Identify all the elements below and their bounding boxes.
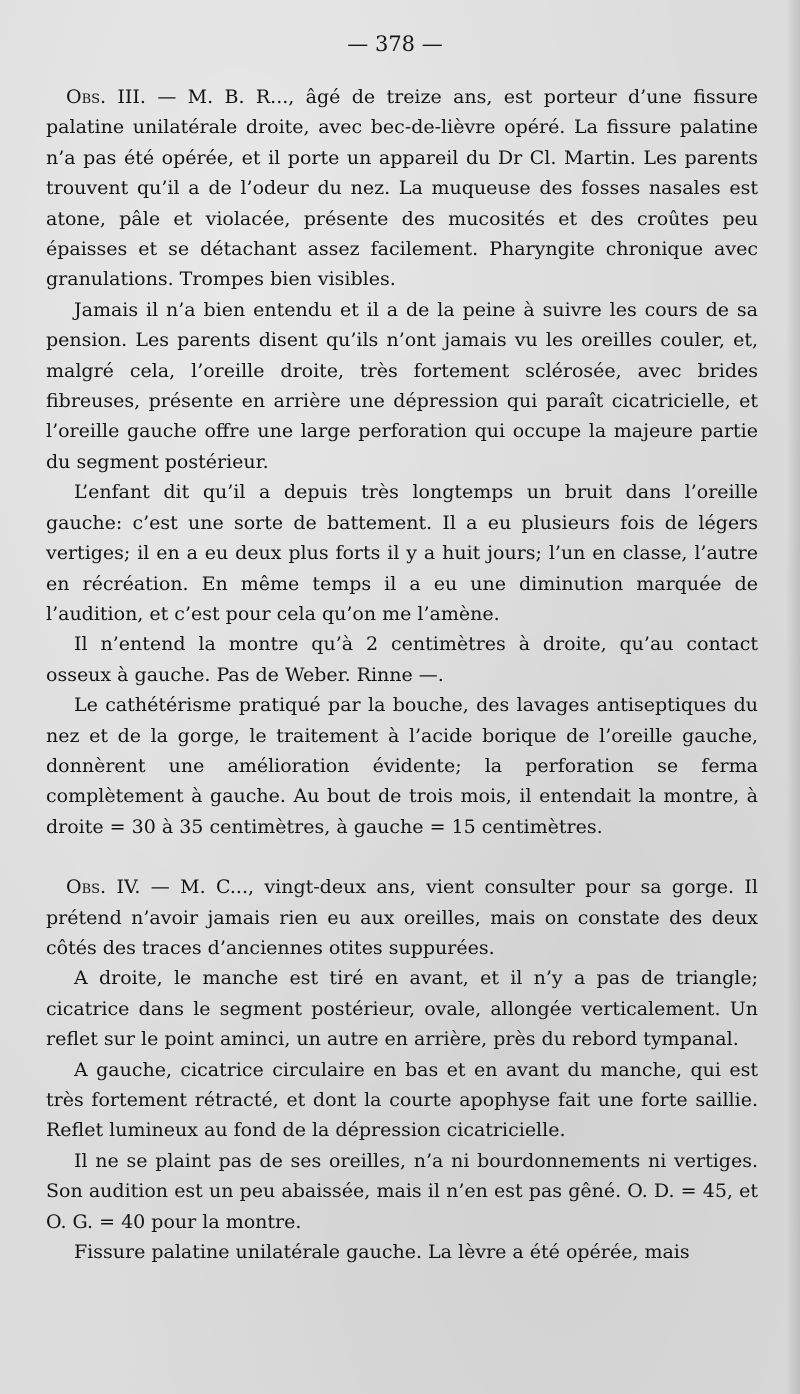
obs4-paragraph-5: Fissure palatine unilatérale gauche. La lèvre a été opérée, mais xyxy=(74,1241,690,1264)
obs3-label: Obs. III. xyxy=(66,86,146,108)
obs3-paragraph-2: Jamais il n’a bien entendu et il a de la peine à suivre les cours de sa pension. Les parents disent qu’ils n’ont jamais vu les oreilles couler, et, malgré cela, l’oreille droite, très fortement sclérosée, avec brides fibreuses, présente en arrière une dépression qui paraît cicatricielle, et l’oreille gauche offre une large perforation qui occupe la majeure partie du segment postérieur. xyxy=(46,298,758,473)
obs4-paragraph-1 xyxy=(46,872,758,963)
obs3-paragraph-3: L’enfant dit qu’il a depuis très longtemps un bruit dans l’oreille gauche: c’est une sorte de battement. Il a eu plusieurs fois de légers vertiges; il en a eu deux plus forts il y a huit jours; l’un en classe, l’autre en récréation. En même temps il a eu une diminution marquée de l’audition, et c’est pour cela qu’on me l’amène. xyxy=(46,481,758,625)
obs3-paragraph-1 xyxy=(46,82,758,295)
obs3-paragraph-4: Il n’entend la montre qu’à 2 centimètres à droite, qu’au contact osseux à gauche. Pas de Weber. Rinne —. xyxy=(46,633,758,686)
obs4-paragraph-3: A gauche, cicatrice circulaire en bas et en avant du manche, qui est très fortement rétracté, et dont la courte apophyse fait une forte saillie. Reflet lumineux au fond de la dépression cicatricielle. xyxy=(46,1058,758,1142)
obs3-lead-text: — M. B. R..., âgé de treize ans, est porteur d’une fissure palatine unilatérale droite, avec bec-de-lièvre opéré. La fissure palatine n’a pas été opérée, et il porte un appareil du Dr Cl. Martin. Les parents trouvent qu’il a de l’odeur du nez. La muqueuse des fosses nasales est atone, pâle et violacée, présente des mucosités et des croûtes peu épaisses et se détachant assez facilement. Pharyngite chronique avec granulations. Trompes bien visibles. xyxy=(46,86,758,291)
obs4-paragraph-4: Il ne se plaint pas de ses oreilles, n’a ni bourdonnements ni vertiges. Son audition est un peu abaissée, mais il n’en est pas gêné. O. D. = 45, et O. G. = 40 pour la montre. xyxy=(46,1149,758,1233)
obs3-paragraph-5: Le cathétérisme pratiqué par la bouche, des lavages antiseptiques du nez et de la gorge, le traitement à l’acide borique de l’oreille gauche, donnèrent une amélioration évidente; la perforation se ferma complètement à gauche. Au bout de trois mois, il entendait la montre, à droite = 30 à 35 centimètres, à gauche = 15 centimètres. xyxy=(46,694,758,838)
page-edge-shadow xyxy=(786,0,800,1394)
body-text xyxy=(46,82,758,1267)
obs4-paragraph-2: A droite, le manche est tiré en avant, et il n’y a pas de triangle; cicatrice dans le segment postérieur, ovale, allongée verticalement. Un reflet sur le point aminci, un autre en arrière, près du rebord tympanal. xyxy=(46,967,758,1051)
obs4-lead-text: — M. C..., vingt-deux ans, vient consulter pour sa gorge. Il prétend n’avoir jamais rien eu aux oreilles, mais on constate des deux côtés des traces d’anciennes otites suppurées. xyxy=(46,876,758,959)
page-number: — 378 — xyxy=(347,32,443,56)
obs4-label: Obs. IV. xyxy=(66,876,141,899)
